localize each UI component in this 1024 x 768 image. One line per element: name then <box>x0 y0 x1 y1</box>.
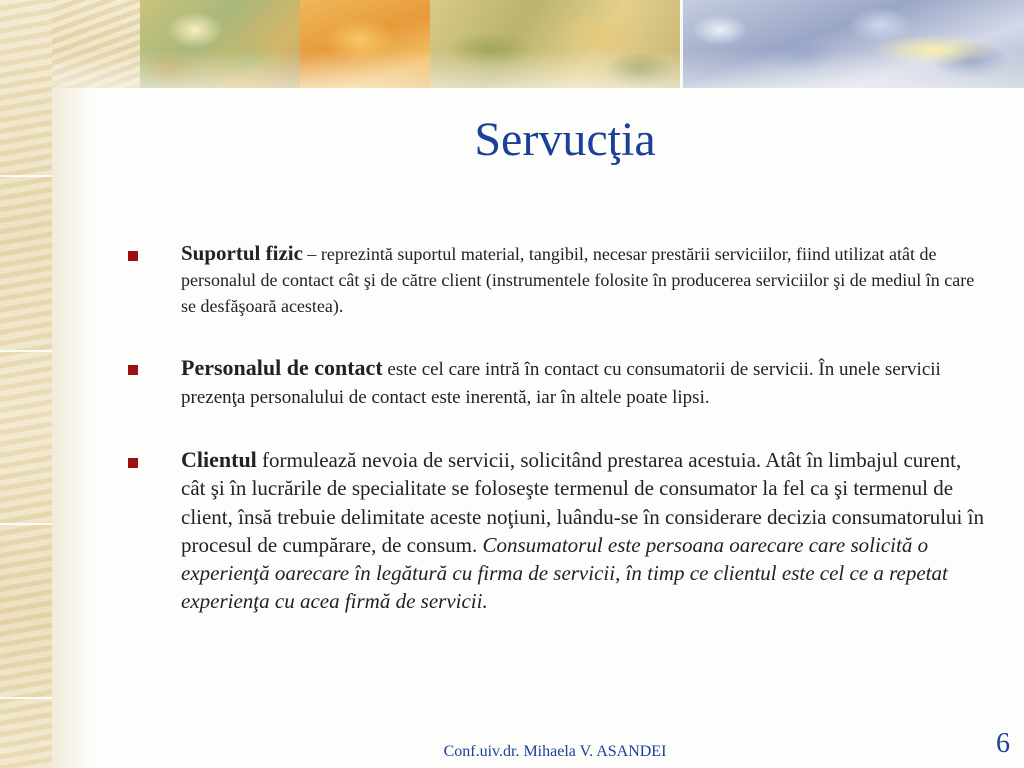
strip-seam <box>0 350 52 352</box>
left-fade <box>52 85 92 768</box>
list-item-body: este cel care intră în contact cu consumatorii de servicii. În unele servicii prezenţa personalului de contact este inerentă, iar în altele poate lipsi. <box>181 359 941 408</box>
parchment-left-strip <box>0 0 52 768</box>
strip-seam <box>0 697 52 699</box>
square-bullet-icon <box>128 458 138 468</box>
strip-seam <box>0 523 52 525</box>
list-item-clientul <box>128 446 988 616</box>
list-item-body: formulează nevoia de servicii, solicitând prestarea acestuia. Atât în limbajul curent, cât şi în lucrările de specialitate se foloseşte termenul de consumator la fel ca şi termenul de client, însă trebuie delimitate aceste noţiuni, luându-se în considerare decizia consumatorului în procesul de cumpărare, de consum. <box>181 448 984 557</box>
list-item-text <box>181 446 988 616</box>
square-bullet-icon <box>128 365 138 375</box>
footer-author: Conf.uiv.dr. Mihaela V. ASANDEI <box>443 743 667 760</box>
list-item-text <box>181 240 988 319</box>
band-fade <box>0 50 1024 88</box>
list-item-lead: Personalul de contact <box>181 355 383 380</box>
strip-seam <box>0 175 52 177</box>
decorative-header-band <box>0 0 1024 88</box>
page-number: 6 <box>996 728 1010 759</box>
list-item-lead: Suportul fizic <box>181 241 303 265</box>
list-item-body: – reprezintă suportul material, tangibil, necesar prestării serviciilor, fiind utilizat atât de personalul de contact cât şi de către client (instrumentele folosite în producerea serviciilor şi de mediul în care se desfăşoară acestea). <box>181 244 975 316</box>
square-bullet-icon <box>128 251 138 261</box>
list-item-lead: Clientul <box>181 447 257 472</box>
list-item-definition: Consumatorul este persoana oarecare care solicită o experienţă oarecare în legătură cu firma de servicii, în timp ce clientul este cel ce a repetat experienţa cu acea firmă de servicii. <box>181 532 948 614</box>
list-item-text <box>181 354 988 412</box>
list-item-personalul-de-contact <box>128 354 988 412</box>
list-item-suportul-fizic <box>128 240 988 319</box>
bullet-list <box>128 240 988 616</box>
slide-title: Servucţia <box>474 113 656 166</box>
